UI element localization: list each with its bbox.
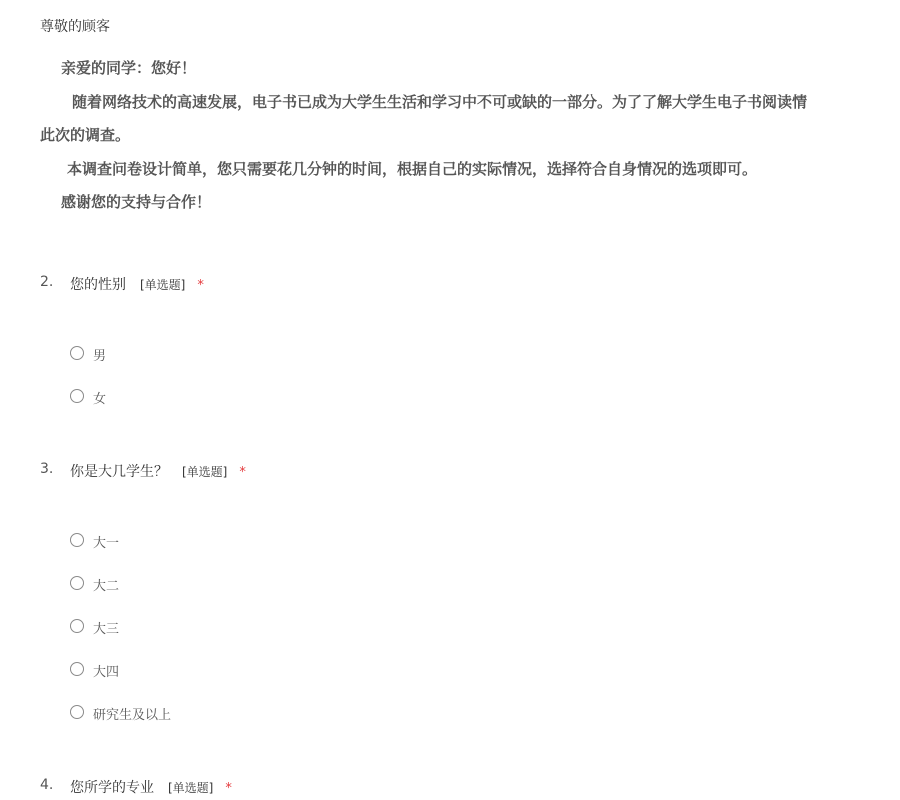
question-type-badge: [单选题] — [168, 781, 214, 795]
question-title-wrap — [70, 274, 204, 294]
required-mark: * — [239, 465, 246, 480]
intro-line-purpose-cont: 此次的调查。 — [40, 126, 131, 144]
option-label: 女 — [93, 392, 107, 407]
option-label: 大四 — [93, 665, 120, 680]
radio-button[interactable] — [70, 662, 84, 676]
question-title-wrap — [70, 777, 232, 797]
radio-button[interactable] — [70, 705, 84, 719]
question-gender — [40, 274, 880, 407]
radio-button[interactable] — [70, 533, 84, 547]
question-title: 您所学的专业 — [70, 780, 154, 796]
question-header — [40, 461, 880, 483]
greeting-text: 尊敬的顾客 — [40, 19, 110, 35]
option-label: 研究生及以上 — [93, 708, 172, 723]
radio-button[interactable] — [70, 389, 84, 403]
question-title-wrap — [70, 461, 246, 481]
question-number: 4. — [40, 777, 54, 793]
question-type-badge: [单选题] — [140, 278, 186, 292]
intro-line-salutation: 亲爱的同学：您好！ — [61, 59, 197, 77]
question-title: 你是大几学生？ — [70, 464, 168, 480]
intro-line-instructions: 本调查问卷设计简单，您只需要花几分钟的时间，根据自己的实际情况，选择符合自身情况的选项即可。 — [67, 159, 758, 178]
question-grade — [40, 461, 880, 723]
option-label: 大二 — [93, 579, 120, 594]
intro-line-thanks: 感谢您的支持与合作！ — [61, 193, 212, 211]
required-mark: * — [197, 278, 204, 293]
option-label: 大三 — [93, 622, 120, 637]
radio-button[interactable] — [70, 576, 84, 590]
survey-intro — [40, 52, 900, 220]
radio-button[interactable] — [70, 619, 84, 633]
question-major — [40, 777, 880, 799]
intro-line-purpose: 随着网络技术的高速发展，电子书已成为大学生生活和学习中不可或缺的一部分。为了了解大学生电子书阅读情 — [72, 92, 808, 111]
option-label: 大一 — [93, 536, 120, 551]
question-number: 2. — [40, 274, 54, 290]
question-header — [40, 274, 880, 296]
question-title: 您的性别 — [70, 277, 126, 293]
question-type-badge: [单选题] — [182, 465, 228, 479]
required-mark: * — [225, 781, 232, 796]
option-label: 男 — [93, 349, 107, 364]
radio-button[interactable] — [70, 346, 84, 360]
question-number: 3. — [40, 461, 54, 477]
question-header — [40, 777, 880, 799]
